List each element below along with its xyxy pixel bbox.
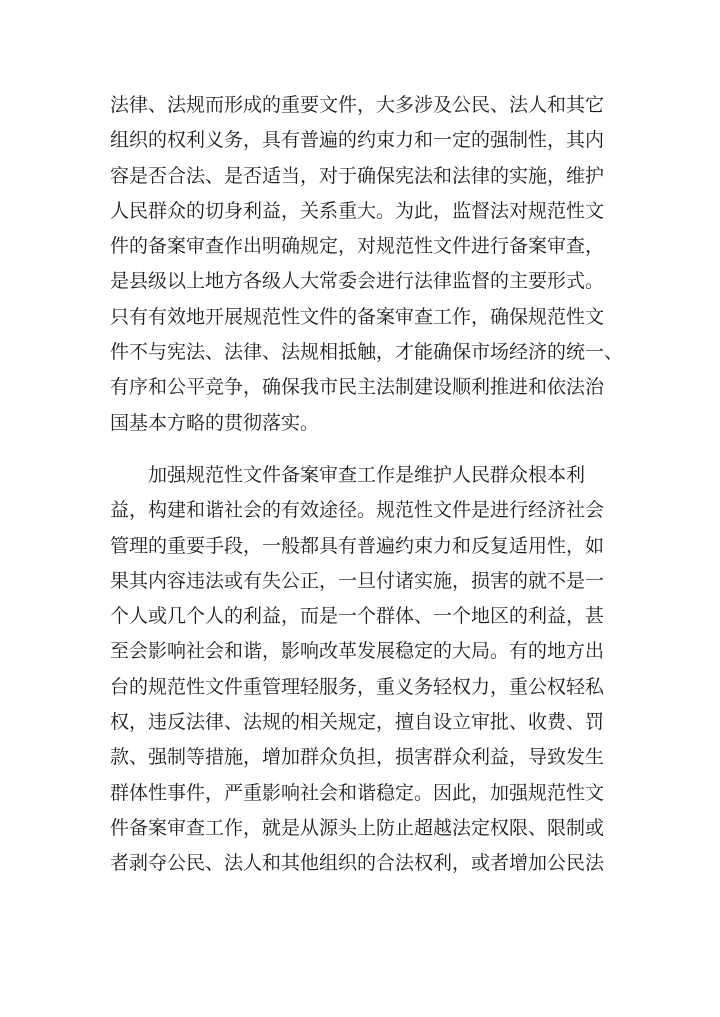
text-line: 组织的权利义务，具有普遍的约束力和一定的强制性，其内 <box>110 129 605 152</box>
text-line: 件不与宪法、法律、法规相抵触，才能确保市场经济的统一、 <box>110 341 624 364</box>
text-line: 者剥夺公民、法人和其他组织的合法权利，或者增加公民法 <box>110 852 605 875</box>
text-line: 容是否合法、是否适当，对于确保宪法和法律的实施，维护 <box>110 164 605 187</box>
text-line: 款、强制等措施，增加群众负担，损害群众利益，导致发生 <box>110 746 605 769</box>
document-body <box>110 88 624 882</box>
text-line: 国基本方略的贯彻落实。 <box>110 411 320 434</box>
text-line: 果其内容违法或有失公正，一旦付诸实施，损害的就不是一 <box>110 569 605 592</box>
text-line: 权，违反法律、法规的相关规定，擅自设立审批、收费、罚 <box>110 711 605 734</box>
text-line: 台的规范性文件重管理轻服务，重义务轻权力，重公权轻私 <box>110 675 605 698</box>
text-line: 群体性事件，严重影响社会和谐稳定。因此，加强规范性文 <box>110 781 605 804</box>
text-line: 件备案审查工作，就是从源头上防止超越法定权限、限制或 <box>110 816 605 839</box>
text-line: 个人或几个人的利益，而是一个群体、一个地区的利益，甚 <box>110 605 605 628</box>
paragraph-spacer <box>110 441 610 458</box>
text-line: 是县级以上地方各级人大常委会进行法律监督的主要形式。 <box>110 270 605 293</box>
text-line: 人民群众的切身利益，关系重大。为此，监督法对规范性文 <box>110 199 605 222</box>
paragraph-1 <box>110 88 624 441</box>
text-line: 管理的重要手段，一般都具有普遍约束力和反复适用性，如 <box>110 534 605 557</box>
text-line: 加强规范性文件备案审查工作是维护人民群众根本利 <box>148 463 586 486</box>
text-line: 至会影响社会和谐，影响改革发展稳定的大局。有的地方出 <box>110 640 605 663</box>
paragraph-2 <box>110 458 610 882</box>
text-line: 件的备案审查作出明确规定，对规范性文件进行备案审查， <box>110 235 605 258</box>
text-line: 有序和公平竞争，确保我市民主法制建设顺利推进和依法治 <box>110 376 605 399</box>
text-line: 只有有效地开展规范性文件的备案审查工作，确保规范性文 <box>110 305 605 328</box>
text-line: 法律、法规而形成的重要文件，大多涉及公民、法人和其它 <box>110 94 605 116</box>
text-line: 益，构建和谐社会的有效途径。规范性文件是进行经济社会 <box>110 499 605 522</box>
